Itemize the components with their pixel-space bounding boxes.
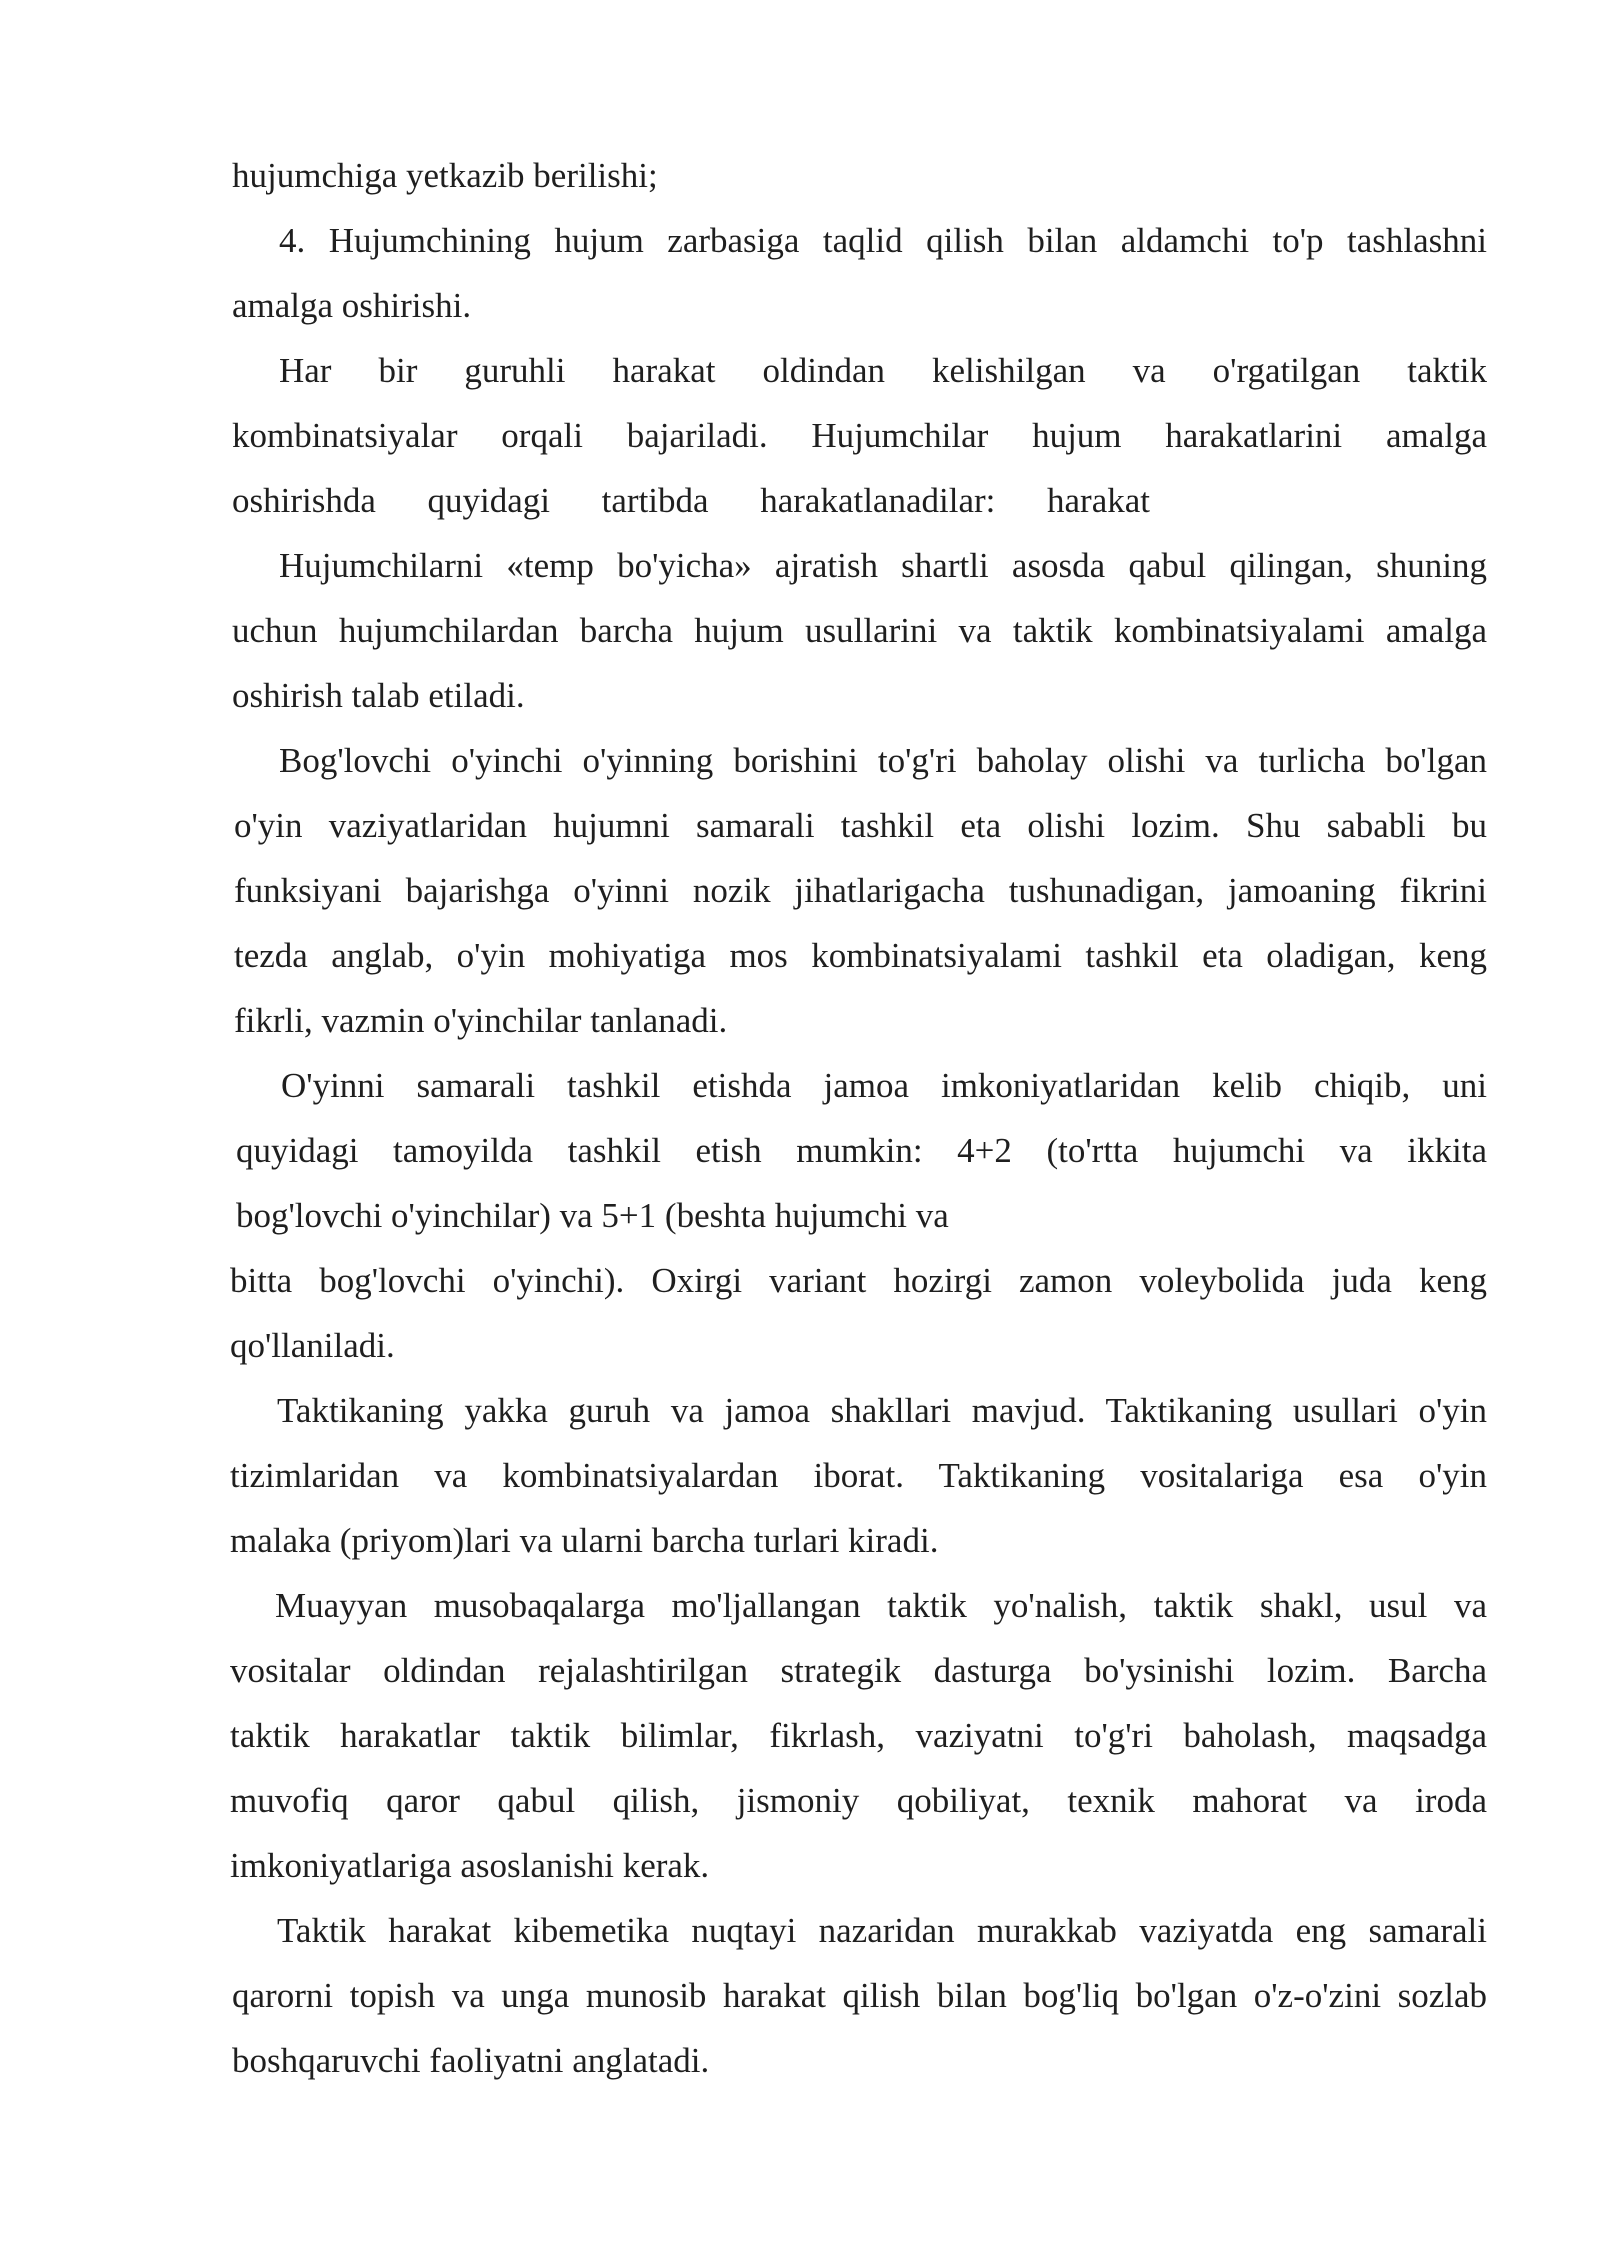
- text-line: Taktik harakat kibemetika nuqtayi nazaridan murakkab vaziyatda eng samarali: [277, 1911, 1487, 1950]
- text-line: Hujumchilarni «temp bo'yicha» ajratish shartli asosda qabul qilingan, shuning: [279, 546, 1487, 585]
- text-line: o'yin vaziyatlaridan hujumni samarali tashkil eta olishi lozim. Shu sababli bu: [234, 806, 1487, 845]
- text-line: O'yinni samarali tashkil etishda jamoa imkoniyatlaridan kelib chiqib, uni: [281, 1066, 1487, 1105]
- text-line: quyidagi tamoyilda tashkil etish mumkin: 4+2 (to'rtta hujumchi va ikkita: [236, 1131, 1487, 1170]
- text-line: taktik harakatlar taktik bilimlar, fikrlash, vaziyatni to'g'ri baholash, maqsadga: [230, 1716, 1487, 1755]
- text-line: hujumchiga yetkazib berilishi;: [232, 156, 658, 195]
- text-line: Taktikaning yakka guruh va jamoa shakllari mavjud. Taktikaning usullari o'yin: [277, 1391, 1487, 1430]
- text-line: fikrli, vazmin o'yinchilar tanlanadi.: [234, 1001, 728, 1040]
- text-line: imkoniyatlariga asoslanishi kerak.: [230, 1846, 710, 1885]
- text-line: muvofiq qaror qabul qilish, jismoniy qobiliyat, texnik mahorat va iroda: [230, 1781, 1487, 1820]
- text-line: uchun hujumchilardan barcha hujum usullarini va taktik kombinatsiyalami amalga: [232, 611, 1487, 650]
- text-line: bitta bog'lovchi o'yinchi). Oxirgi variant hozirgi zamon voleybolida juda keng: [230, 1261, 1487, 1300]
- text-line: oshirishda quyidagi tartibda harakatlanadilar: harakat: [232, 481, 1150, 520]
- text-line: Bog'lovchi o'yinchi o'yinning borishini to'g'ri baholay olishi va turlicha bo'lgan: [279, 741, 1487, 780]
- text-line: oshirish talab etiladi.: [232, 676, 525, 715]
- text-line: boshqaruvchi faoliyatni anglatadi.: [232, 2041, 710, 2080]
- text-line: qarorni topish va unga munosib harakat qilish bilan bog'liq bo'lgan o'z-o'zini sozlab: [232, 1976, 1487, 2015]
- text-line: malaka (priyom)lari va ularni barcha turlari kiradi.: [230, 1521, 939, 1560]
- text-line: tezda anglab, o'yin mohiyatiga mos kombinatsiyalami tashkil eta oladigan, keng: [234, 936, 1487, 975]
- text-line: qo'llaniladi.: [230, 1326, 395, 1365]
- text-line: funksiyani bajarishga o'yinni nozik jihatlarigacha tushunadigan, jamoaning fikrini: [234, 871, 1487, 910]
- text-line: bog'lovchi o'yinchilar) va 5+1 (beshta hujumchi va: [236, 1196, 949, 1235]
- text-line: kombinatsiyalar orqali bajariladi. Hujumchilar hujum harakatlarini amalga: [232, 416, 1487, 455]
- text-line: amalga oshirishi.: [232, 286, 472, 325]
- text-line: tizimlaridan va kombinatsiyalardan iborat. Taktikaning vositalariga esa o'yin: [230, 1456, 1487, 1495]
- text-line: 4. Hujumchining hujum zarbasiga taqlid qilish bilan aldamchi to'p tashlashni: [279, 221, 1487, 260]
- text-line: Muayyan musobaqalarga mo'ljallangan taktik yo'nalish, taktik shakl, usul va: [275, 1586, 1487, 1625]
- text-line: vositalar oldindan rejalashtirilgan strategik dasturga bo'ysinishi lozim. Barcha: [230, 1651, 1487, 1690]
- text-line: Har bir guruhli harakat oldindan kelishilgan va o'rgatilgan taktik: [279, 351, 1487, 390]
